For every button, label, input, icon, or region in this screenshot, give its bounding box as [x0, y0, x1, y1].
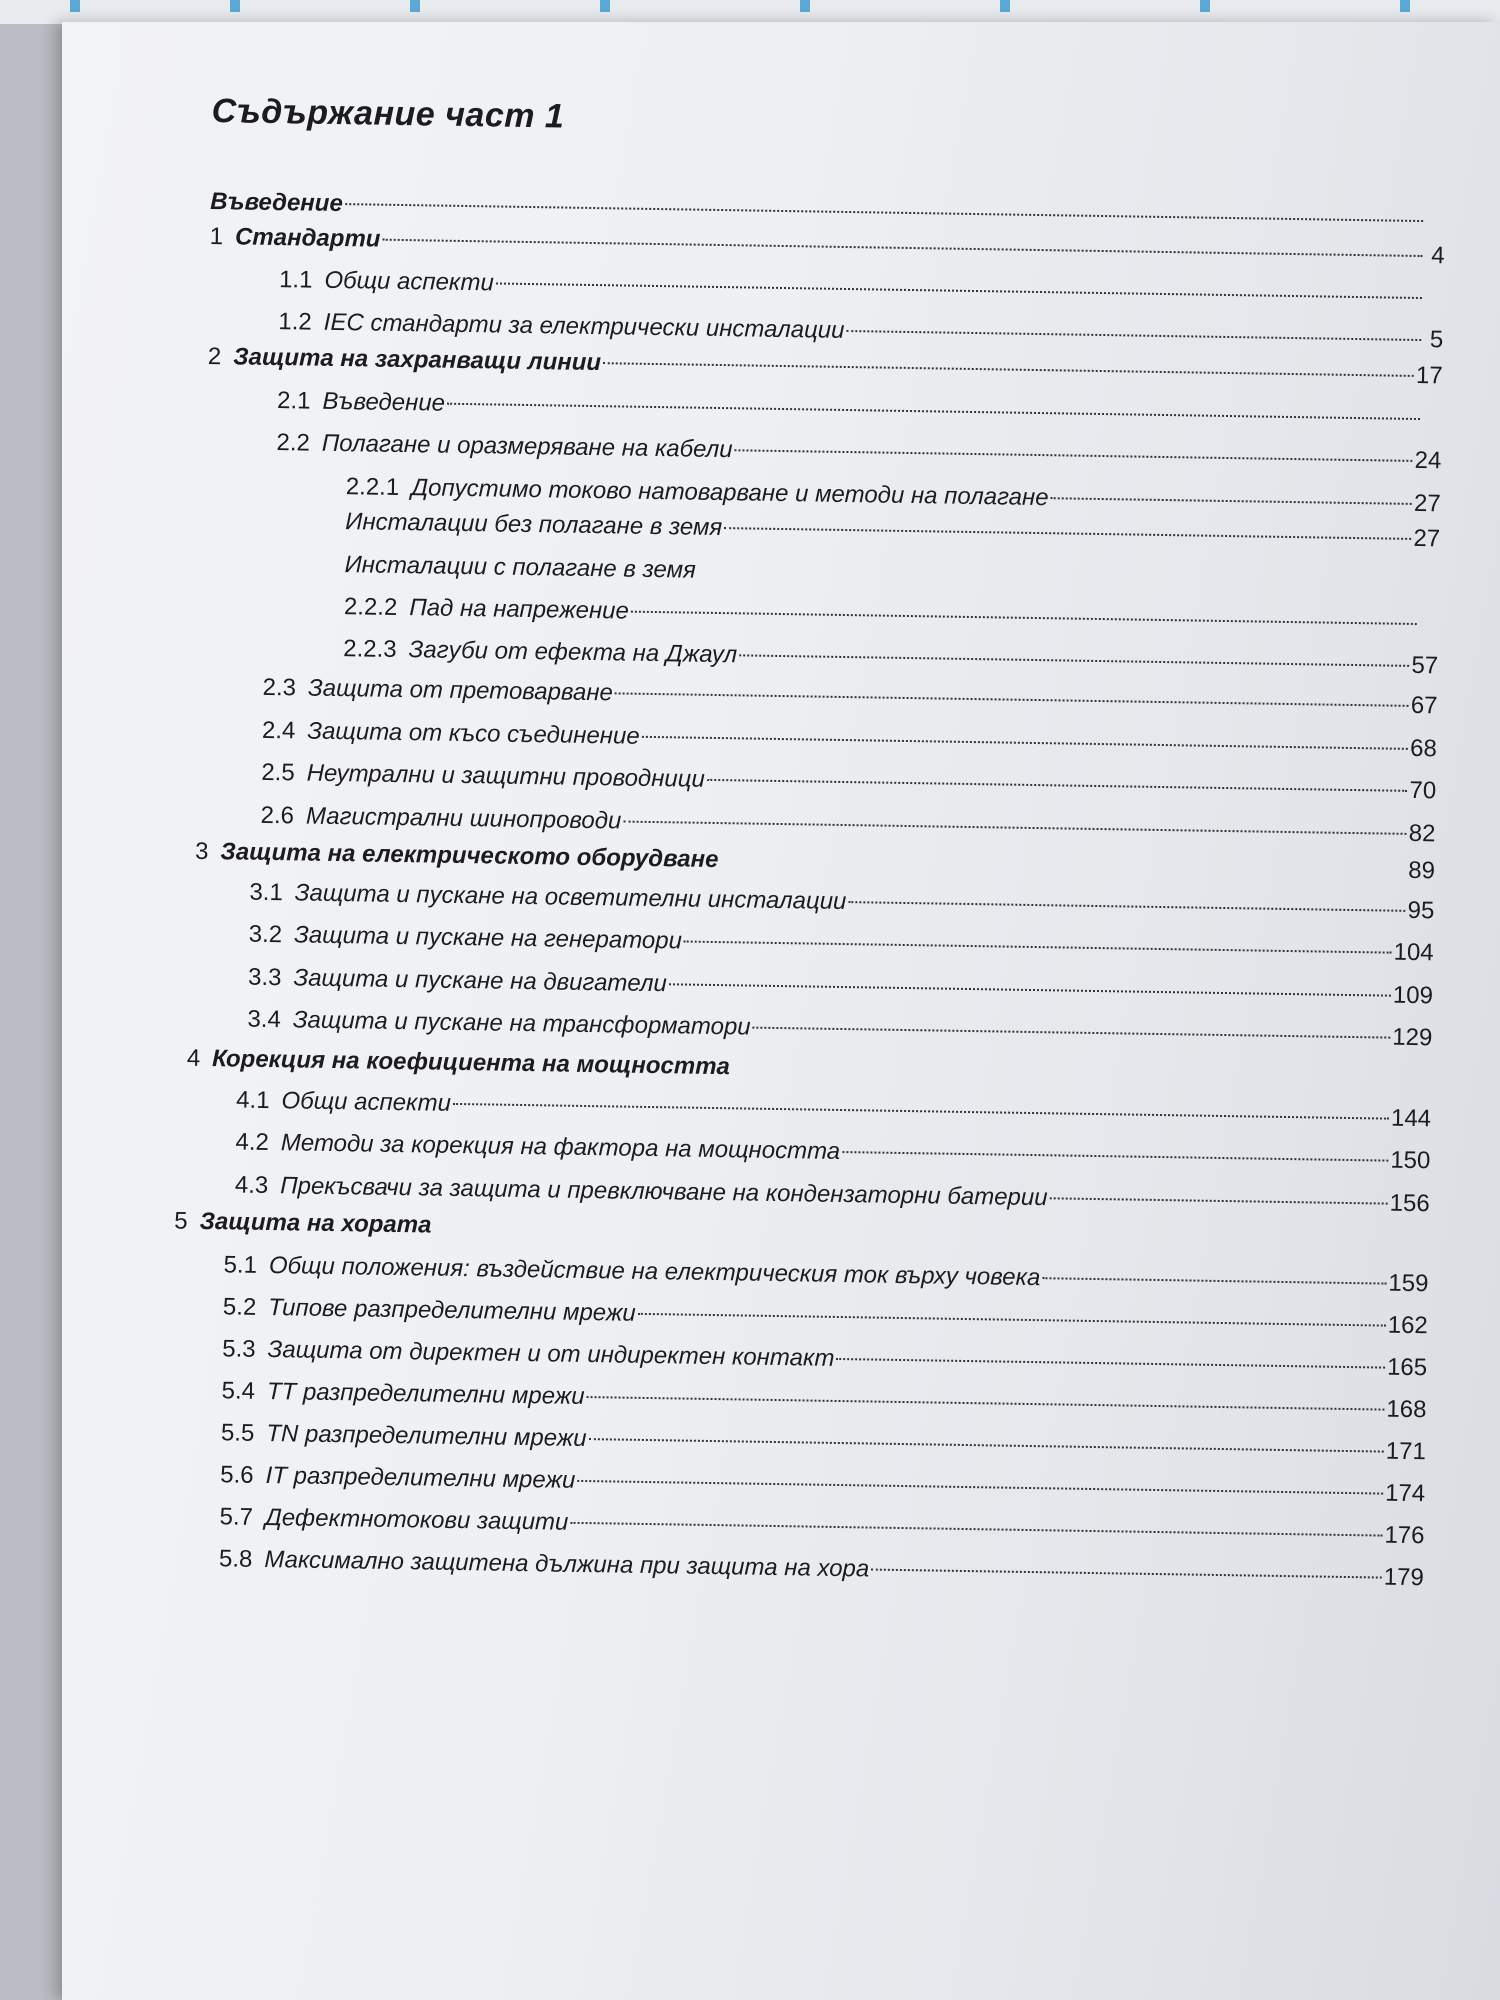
entry-title: Защита и пускане на генератори	[293, 921, 683, 955]
page-number: 89	[1408, 856, 1436, 885]
entry-title: TN разпределителни мрежи	[266, 1420, 587, 1453]
blue-mark	[1400, 0, 1410, 12]
entry-title: Прекъсвачи за защита и превключване на кондензаторни батерии	[279, 1172, 1048, 1212]
page-number: 165	[1386, 1353, 1428, 1382]
entry-title: Защита и пускане на осветителни инсталации	[294, 879, 847, 916]
entry-number: 3.3	[247, 963, 282, 992]
toc-entry[interactable]	[277, 386, 1442, 434]
entry-title: Защита и пускане на трансформатори	[292, 1006, 751, 1041]
blue-mark	[1000, 0, 1010, 12]
page-title: Съдържание част 1	[211, 92, 565, 136]
dot-leader	[642, 736, 1408, 750]
dot-leader	[1050, 1197, 1388, 1204]
entry-number: 2.3	[262, 673, 297, 702]
page-number: 162	[1387, 1311, 1428, 1340]
dot-leader	[382, 239, 1422, 257]
entry-title: Защита и пускане на двигатели	[293, 964, 668, 998]
toc-entry[interactable]	[249, 878, 1434, 927]
entry-title: Защита от директен и от индиректен контакт	[267, 1336, 835, 1372]
page-number: 104	[1393, 938, 1434, 967]
blue-mark	[410, 0, 420, 12]
entry-number: 2.4	[261, 716, 296, 745]
page-number: 171	[1385, 1437, 1427, 1466]
dot-leader	[496, 282, 1422, 299]
entry-number: 1	[209, 222, 224, 251]
dot-leader	[739, 654, 1409, 667]
entry-number: 1.2	[278, 308, 312, 336]
toc-entry[interactable]	[236, 1086, 1431, 1135]
toc-entry[interactable]	[344, 550, 1439, 597]
page-number: 179	[1383, 1563, 1425, 1592]
entry-number: 3.1	[249, 878, 284, 907]
page-number: 17	[1415, 361, 1443, 390]
dot-leader	[638, 1313, 1386, 1327]
page-number: 5	[1429, 326, 1444, 354]
entry-title: Пад на напрежение	[409, 594, 630, 625]
page-number: 27	[1413, 489, 1441, 518]
entry-title: Дефектнотокови защити	[264, 1504, 569, 1536]
entry-number: 1.1	[278, 266, 313, 294]
entry-number: 2	[207, 342, 222, 371]
book-page	[62, 22, 1500, 2000]
page-number: 82	[1408, 819, 1436, 848]
entry-title: Общи аспекти	[281, 1087, 452, 1117]
toc-entry[interactable]	[247, 1005, 1432, 1054]
dot-leader	[447, 403, 1420, 420]
table-of-contents	[174, 92, 1447, 1691]
toc-entry[interactable]	[262, 716, 1437, 764]
page-number: 57	[1411, 651, 1439, 680]
toc-entry[interactable]	[279, 265, 1444, 313]
entry-title: Инсталации без полагане в земя	[345, 508, 723, 542]
page-number: 144	[1390, 1104, 1432, 1133]
page-number: 4	[1431, 242, 1445, 270]
toc-entry[interactable]	[219, 1544, 1424, 1593]
entry-title: IT разпределителни мрежи	[265, 1462, 576, 1494]
toc-entry[interactable]	[261, 758, 1436, 806]
page-number: 67	[1410, 691, 1438, 720]
blue-mark	[1200, 0, 1210, 12]
dot-leader	[724, 527, 1411, 540]
entry-title: Общи аспекти	[324, 266, 495, 297]
page-number: 174	[1384, 1479, 1426, 1508]
entry-title: Магистрални шинопроводи	[305, 802, 622, 835]
entry-number: 2.2	[276, 429, 311, 457]
page-number: 150	[1390, 1146, 1431, 1175]
entry-number: 4.3	[234, 1171, 269, 1200]
dot-leader	[753, 1027, 1391, 1039]
entry-number: 2.2.3	[343, 635, 397, 663]
entry-number: 5.8	[218, 1545, 253, 1573]
toc-entry[interactable]	[221, 1418, 1426, 1467]
blue-mark	[70, 0, 80, 12]
page-number: 70	[1409, 776, 1437, 805]
dot-leader	[837, 1358, 1386, 1369]
entry-title: Неутрални и защитни проводници	[306, 759, 706, 793]
toc-entry[interactable]	[223, 1292, 1428, 1341]
entry-title: Допустимо токово натоварване и методи на полагане	[410, 474, 1049, 512]
entry-number: 4.2	[235, 1128, 270, 1157]
dot-leader	[587, 1396, 1385, 1411]
blue-mark	[800, 0, 810, 12]
page-number: 109	[1392, 981, 1434, 1010]
entry-title: Общи положения: въздействие на електрическия ток върху човека	[268, 1252, 1041, 1292]
entry-number: 5.3	[222, 1335, 256, 1363]
dot-leader	[603, 362, 1414, 377]
entry-number: 2.2.1	[345, 473, 400, 501]
top-edge	[0, 0, 1500, 24]
entry-number: 3.4	[247, 1005, 282, 1034]
page-number: 156	[1389, 1189, 1430, 1218]
page-number: 168	[1386, 1395, 1427, 1424]
entry-number: 2.1	[276, 387, 311, 415]
entry-title: Инсталации с полагане в земя	[344, 551, 697, 584]
toc-entry[interactable]	[276, 428, 1441, 476]
toc-entry[interactable]	[220, 1460, 1425, 1509]
toc-entry[interactable]	[221, 1376, 1426, 1425]
dot-leader	[846, 330, 1421, 341]
dot-leader	[631, 611, 1417, 625]
entry-number: 5.7	[219, 1503, 254, 1531]
entry-number: 5.4	[221, 1377, 256, 1405]
page-number: 68	[1409, 734, 1438, 763]
entry-number: 2.6	[260, 801, 295, 830]
entry-title: Защита на захранващи линии	[232, 343, 602, 377]
entry-title: Въведение	[210, 187, 344, 218]
entry-title: Методи за корекция на фактора на мощността	[280, 1129, 841, 1165]
dot-leader	[570, 1522, 1382, 1537]
dot-leader	[871, 1569, 1382, 1579]
entry-title: Защита на хората	[199, 1207, 432, 1239]
dot-leader	[707, 779, 1408, 792]
entry-title: IEC стандарти за електрически инсталации	[323, 308, 845, 344]
entry-number: 3	[194, 837, 209, 866]
page-number: 24	[1414, 446, 1442, 475]
toc-entry[interactable]	[219, 1502, 1424, 1551]
entry-title: Полагане и оразмеряване на кабели	[321, 429, 733, 464]
entry-number: 5.2	[222, 1293, 257, 1321]
entry-title: Защита от претоварване	[307, 674, 614, 707]
toc-entry[interactable]	[248, 963, 1433, 1012]
entry-title: Максимално защитена дължина при защита на хора	[264, 1546, 870, 1583]
toc-entry[interactable]	[343, 634, 1438, 681]
entry-number: 5	[174, 1207, 188, 1235]
dot-leader	[842, 1151, 1388, 1162]
page-number: 159	[1388, 1269, 1429, 1298]
toc-chapter[interactable]	[187, 1044, 1432, 1094]
toc-entry[interactable]	[222, 1334, 1427, 1383]
dot-leader	[345, 203, 1423, 222]
toc-entry[interactable]	[262, 673, 1437, 721]
entry-number: 4.1	[235, 1086, 270, 1115]
entry-title: Въведение	[322, 387, 446, 417]
dot-leader	[589, 1438, 1384, 1452]
entry-number: 5.5	[220, 1419, 255, 1447]
dot-leader	[623, 821, 1406, 835]
page-number: 27	[1413, 524, 1441, 553]
dot-leader	[577, 1480, 1383, 1495]
entry-number: 2.2.2	[343, 593, 398, 621]
entry-number: 5.1	[223, 1251, 258, 1279]
page-number: 176	[1384, 1521, 1425, 1550]
entry-title: Типове разпределителни мрежи	[268, 1294, 636, 1327]
blue-mark	[230, 0, 240, 12]
dot-leader	[615, 692, 1409, 706]
dot-leader	[669, 983, 1391, 996]
blue-mark	[600, 0, 610, 12]
entry-number: 2.5	[261, 758, 295, 787]
toc-entry[interactable]	[249, 920, 1434, 969]
toc-entry[interactable]	[235, 1128, 1430, 1177]
entry-title: TT разпределителни мрежи	[266, 1378, 585, 1411]
entry-title: Стандарти	[234, 223, 381, 253]
dot-leader	[735, 449, 1413, 462]
dot-leader	[684, 941, 1392, 954]
dot-leader	[1051, 497, 1412, 505]
entry-number: 4	[186, 1044, 201, 1072]
page-number: 129	[1392, 1023, 1433, 1052]
dot-leader	[848, 901, 1405, 912]
entry-number: 5.6	[220, 1461, 254, 1489]
toc-entry[interactable]	[344, 592, 1439, 639]
entry-title: Защита на електрическото оборудване	[220, 838, 719, 874]
entry-title: Защита от късо съединение	[307, 717, 640, 750]
entry-title: Загуби от ефекта на Джаул	[408, 636, 738, 669]
entry-title: Корекция на коефициента на мощността	[211, 1045, 731, 1081]
dot-leader	[1042, 1277, 1386, 1284]
page-number: 95	[1407, 896, 1435, 925]
toc-entry[interactable]	[223, 1250, 1428, 1299]
entry-number: 3.2	[248, 920, 283, 949]
dot-leader	[453, 1103, 1389, 1120]
